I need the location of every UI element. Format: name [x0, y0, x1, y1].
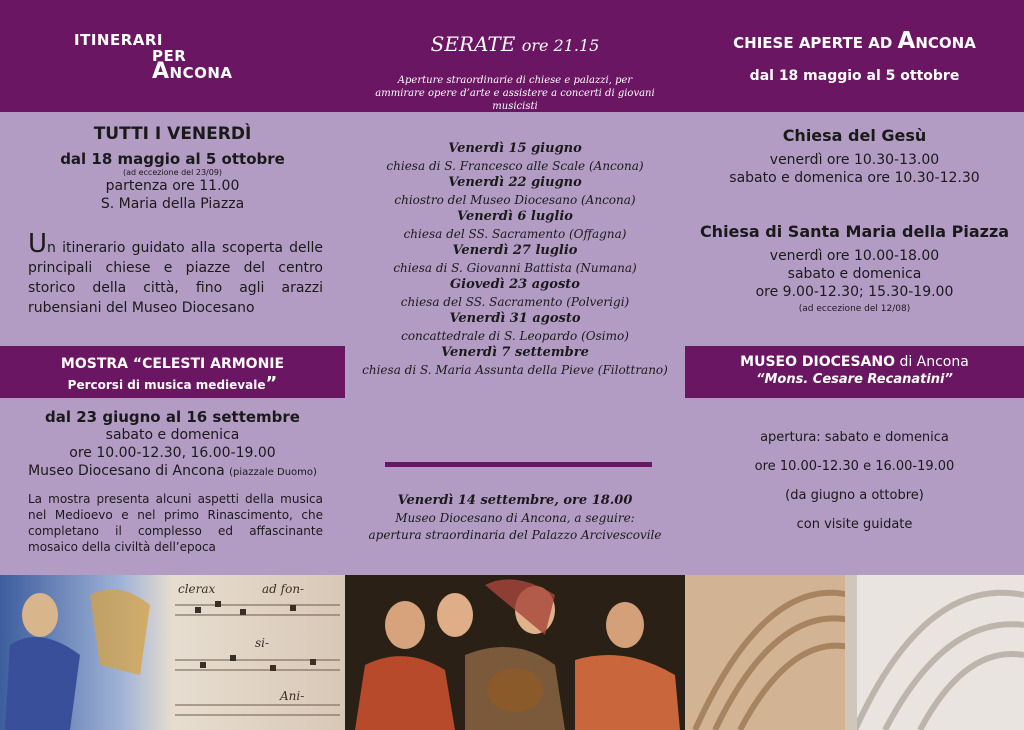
- museo-banner: [685, 346, 1024, 398]
- mostra-hours: ore 10.00-12.30, 16.00-19.00: [69, 445, 276, 461]
- final-line1: Museo Diocesano di Ancona, a seguire:: [395, 511, 635, 525]
- museo-line1: apertura: sabato e domenica: [760, 430, 949, 445]
- angel-head-shape: [22, 593, 58, 637]
- serate-subtitle: Aperture straordinarie di chiese e palazzi, per ammirare opere d’arte e assistere a concerti di giovani musicisti: [375, 75, 655, 112]
- final-line2: apertura straordinaria del Palazzo Arcivescovile: [368, 528, 662, 542]
- header-itinerari: [0, 0, 345, 112]
- event-date: Venerdì 27 luglio: [452, 243, 578, 258]
- mostra-title: MOSTRA “CELESTI ARMONIE: [60, 356, 285, 372]
- venerdi-departure: partenza ore 11.00: [105, 178, 240, 194]
- museo-subtitle: “Mons. Cesare Recanatini”: [756, 372, 953, 387]
- event-place: concattedrale di S. Leopardo (Osimo): [401, 329, 629, 343]
- column-itinerari: [0, 0, 345, 575]
- itinerari-logo: [74, 31, 233, 84]
- gesu-title: Chiesa del Gesù: [782, 126, 927, 145]
- church-portal-image: [685, 575, 1024, 730]
- gesu-line1: venerdì ore 10.30-13.00: [769, 152, 940, 168]
- mostra-days: sabato e domenica: [105, 427, 240, 443]
- event-place: chiesa di S. Maria Assunta della Pieve (Filottrano): [362, 363, 668, 377]
- museo-line3: (da giugno a ottobre): [785, 488, 924, 503]
- piazza-note: (ad eccezione del 12/08): [798, 304, 911, 314]
- venerdi-place: S. Maria della Piazza: [100, 196, 245, 212]
- header-serate: [345, 0, 685, 112]
- serate-title: SERATE ore 21.15: [430, 32, 600, 56]
- manuscript-text-4: Ani-: [280, 689, 305, 703]
- gesu-line2: sabato e domenica ore 10.30-12.30: [729, 170, 980, 186]
- event-place: chiesa di S. Giovanni Battista (Numana): [393, 261, 637, 275]
- piazza-line1: venerdì ore 10.00-18.00: [769, 248, 940, 264]
- event-date: Venerdì 15 giugno: [448, 141, 582, 156]
- gesu-section: [685, 126, 1024, 187]
- venerdi-title: TUTTI I VENERDÌ: [93, 124, 252, 144]
- angel-face-1: [385, 601, 425, 649]
- final-date: Venerdì 14 settembre, ore 18.00: [397, 493, 633, 508]
- venerdi-dates: dal 18 maggio al 5 ottobre: [60, 150, 285, 168]
- piazza-section: [685, 222, 1024, 314]
- event-date: Venerdì 7 settembre: [441, 345, 589, 360]
- museo-line4: con visite guidate: [796, 517, 913, 532]
- manuscript-text-1: clerax: [178, 582, 216, 596]
- piazza-line3: ore 9.00-12.30; 15.30-19.00: [755, 284, 954, 300]
- logo-line1: ITINERARI: [74, 31, 163, 49]
- event-date: Venerdì 31 agosto: [449, 311, 581, 326]
- piazza-line2: sabato e domenica: [787, 266, 922, 282]
- museo-title: MUSEO DIOCESANO di Ancona: [740, 354, 969, 370]
- divider: [385, 462, 652, 467]
- header-chiese: [685, 0, 1024, 112]
- events-list: [345, 141, 685, 377]
- event-date: Giovedì 23 agosto: [450, 277, 580, 292]
- piazza-title: Chiesa di Santa Maria della Piazza: [699, 222, 1010, 241]
- venerdi-exception: (ad eccezione del 23/09): [122, 168, 223, 177]
- event-place: chiesa di S. Francesco alle Scale (Ancona): [386, 159, 644, 173]
- mostra-subtitle: Percorsi di musica medievale”: [67, 373, 278, 394]
- museo-info: [685, 423, 1024, 539]
- mostra-dates: dal 23 giugno al 16 settembre: [45, 408, 300, 426]
- angels-painting-image: [345, 575, 685, 730]
- music-manuscript-image: [0, 575, 345, 730]
- event-date: Venerdì 22 giugno: [448, 175, 582, 190]
- chiese-title: CHIESE APERTE AD ANCONA: [733, 28, 976, 54]
- chiese-dates: dal 18 maggio al 5 ottobre: [749, 68, 960, 84]
- event-place: chiesa del SS. Sacramento (Polverigi): [400, 295, 630, 309]
- manuscript-text-2: ad fon-: [262, 582, 305, 596]
- column-chiese: [685, 0, 1024, 575]
- event-place: chiesa del SS. Sacramento (Offagna): [403, 227, 627, 241]
- mostra-description: La mostra presenta alcuni aspetti della musica nel Medioevo e nel primo Rinascimento, che completano il complesso ed affascinante mosaico della civiltà dell’epoca: [28, 492, 323, 554]
- mostra-banner: [0, 346, 345, 398]
- event-date: Venerdì 6 luglio: [457, 209, 573, 224]
- venerdi-description: Un itinerario guidato alla scoperta delle principali chiese e piazze del centro storico della città, fino agli arazzi rubensiani del Museo Diocesano: [28, 229, 323, 316]
- manuscript-text-3: si-: [255, 636, 270, 650]
- column-serate: [345, 0, 685, 575]
- museo-line2: ore 10.00-12.30 e 16.00-19.00: [754, 459, 955, 474]
- venerdi-section: [0, 124, 345, 213]
- logo-line3: ANCONA: [152, 59, 233, 84]
- logo-line2: PER: [152, 47, 187, 65]
- mostra-venue: Museo Diocesano di Ancona (piazzale Duomo): [28, 463, 317, 479]
- event-place: chiostro del Museo Diocesano (Ancona): [394, 193, 636, 207]
- final-event: [345, 493, 685, 542]
- mostra-info: [0, 408, 345, 482]
